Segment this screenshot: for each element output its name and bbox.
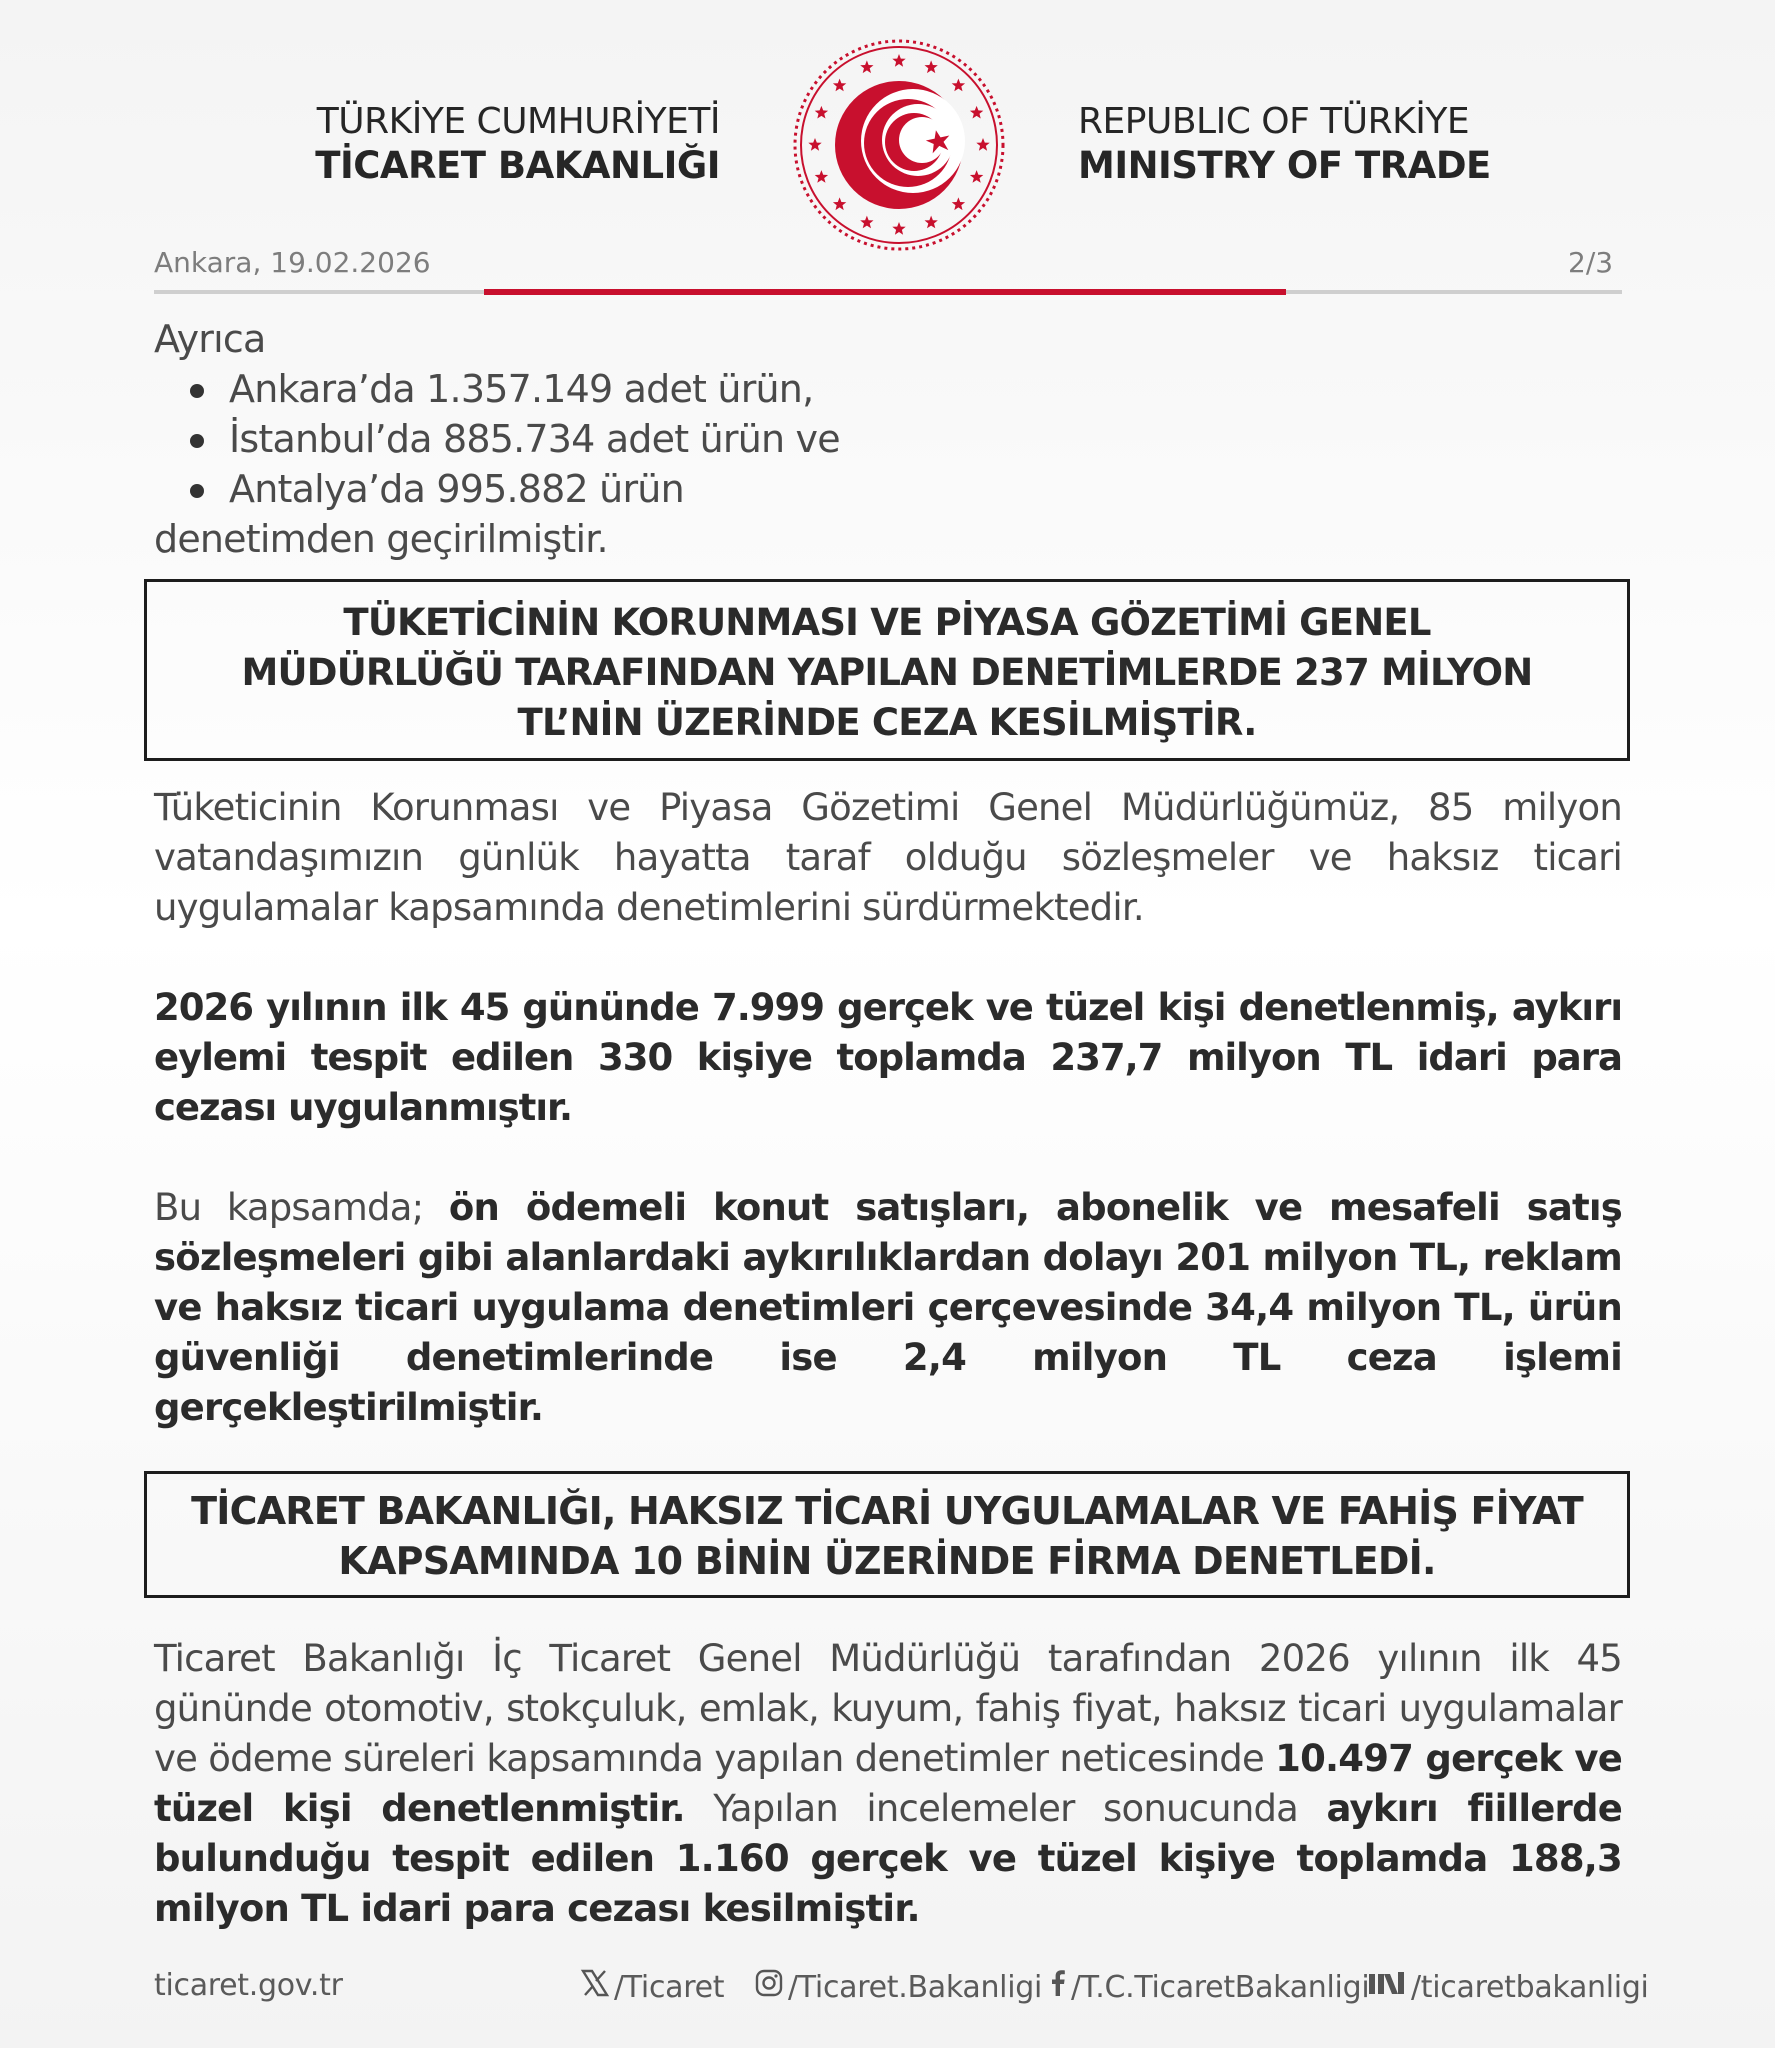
facebook-handle: /T.C.TicaretBakanligi — [1071, 1969, 1370, 2005]
emblem-star-icon — [970, 170, 983, 183]
place-date: Ankara, 19.02.2026 — [154, 246, 431, 279]
list-item: İstanbul’da 885.734 adet ürün ve — [229, 414, 840, 464]
list-item: Ankara’da 1.357.149 adet ürün, — [229, 364, 840, 414]
header-divider-accent — [484, 289, 1286, 295]
header-en-line2: MINISTRY OF TRADE — [1078, 144, 1491, 187]
section2-heading-line1: TİCARET BAKANLIĞI, HAKSIZ TİCARİ UYGULAMALAR VE FAHİŞ FİYAT — [191, 1489, 1583, 1533]
emblem-star-icon — [833, 197, 846, 210]
page-number: 2/3 — [1568, 246, 1614, 279]
intro-closing: denetimden geçirilmiştir. — [154, 517, 608, 561]
section2-heading-box — [144, 1471, 1630, 1598]
ministry-emblem-icon — [790, 36, 1008, 254]
product-count-list — [154, 364, 840, 514]
section1-paragraph3 — [154, 1183, 1622, 1433]
website-link[interactable]: ticaret.gov.tr — [154, 1968, 343, 2003]
section1-heading-line3: TL’NİN ÜZERİNDE CEZA KESİLMİŞTİR. — [517, 701, 1257, 744]
section2-paragraph — [154, 1634, 1622, 1934]
list-item: Antalya’da 995.882 ürün — [229, 464, 840, 514]
section1-paragraph3-lead: Bu kapsamda; — [154, 1186, 424, 1229]
section2-paragraph-bold1: 10.497 gerçek ve tüzel kişi denetlenmiştir. — [154, 1737, 1622, 1830]
emblem-star-icon — [970, 106, 983, 119]
instagram-icon — [754, 1968, 784, 2006]
section1-heading-line1: TÜKETİCİNİN KORUNMASI VE PİYASA GÖZETİMİ GENEL — [343, 601, 1431, 644]
section1-paragraph1: Tüketicinin Korunması ve Piyasa Gözetimi Genel Müdürlüğümüz, 85 milyon vatandaşımızın günlük hayatta taraf olduğu sözleşmeler ve haksız ticari uygulamalar kapsamında denetimlerini sürdürmektedir. — [154, 786, 1622, 929]
emblem-star-icon — [860, 216, 873, 229]
facebook-icon — [1047, 1968, 1067, 2006]
emblem-star-icon — [952, 197, 965, 210]
x-logo-icon — [580, 1968, 610, 2006]
section1-paragraph2: 2026 yılının ilk 45 gününde 7.999 gerçek ve tüzel kişi denetlenmiş, aykırı eylemi tespit edilen 330 kişiye toplamda 237,7 milyon TL idari para cezası uygulanmıştır. — [154, 986, 1622, 1129]
emblem-star-icon — [925, 216, 938, 229]
nsosyal-handle: /ticaretbakanligi — [1411, 1969, 1649, 2005]
section2-paragraph-part1: Ticaret Bakanlığı İç Ticaret Genel Müdürlüğü tarafından 2026 yılının ilk 45 gününde otomotiv, stokçuluk, emlak, kuyum, fahiş fiyat, haksız ticari uygulamalar ve ödeme süreleri kapsamında yapılan denetimler neticesinde — [154, 1637, 1622, 1780]
emblem-star-icon — [892, 54, 905, 67]
header-en-line1: REPUBLIC OF TÜRKİYE — [1078, 101, 1470, 142]
x-handle: /Ticaret — [614, 1969, 725, 2005]
nsosyal-icon — [1367, 1968, 1407, 2006]
footer — [0, 1968, 1775, 2018]
instagram-handle: /Ticaret.Bakanligi — [788, 1969, 1043, 2005]
intro-block — [154, 314, 840, 564]
header-en — [1078, 100, 1638, 188]
emblem-star-icon — [833, 79, 846, 92]
emblem-star-icon — [892, 222, 905, 235]
header-tr — [220, 100, 720, 188]
header-tr-line1: TÜRKİYE CUMHURİYETİ — [316, 101, 720, 142]
intro-lead: Ayrıca — [154, 317, 266, 361]
section2-paragraph-part2: Yapılan incelemeler sonucunda — [713, 1787, 1299, 1830]
emblem-star-icon — [860, 60, 873, 73]
emblem-star-icon — [976, 138, 989, 151]
footer-facebook-link[interactable] — [1047, 1968, 1369, 2006]
section1-paragraph3-bold: ön ödemeli konut satışları, abonelik ve mesafeli satış sözleşmeleri gibi alanlardaki aykırılıklardan dolayı 201 milyon TL, reklam ve haksız ticari uygulama denetimleri çerçevesinde 34,4 milyon TL, ürün güvenliği denetimlerinde ise 2,4 milyon TL ceza işlemi gerçekleştirilmiştir. — [154, 1186, 1622, 1429]
section2-paragraph-bold2: aykırı fiillerde bulunduğu tespit edilen 1.160 gerçek ve tüzel kişiye toplamda 188,3 milyon TL idari para cezası kesilmiştir. — [154, 1787, 1622, 1930]
emblem-star-icon — [925, 60, 938, 73]
emblem-star-icon — [952, 79, 965, 92]
section1-heading-box — [144, 579, 1630, 761]
emblem-star-icon — [815, 170, 828, 183]
emblem-star-icon — [808, 138, 821, 151]
footer-nsosyal-link[interactable] — [1367, 1968, 1649, 2006]
footer-x-link[interactable] — [580, 1968, 724, 2006]
header-tr-line2: TİCARET BAKANLIĞI — [315, 144, 720, 187]
section2-heading-line2: KAPSAMINDA 10 BİNİN ÜZERİNDE FİRMA DENETLEDİ. — [338, 1539, 1436, 1583]
section1-heading-line2: MÜDÜRLÜĞÜ TARAFINDAN YAPILAN DENETİMLERDE 237 MİLYON — [241, 651, 1533, 694]
emblem-star-icon — [815, 106, 828, 119]
footer-instagram-link[interactable] — [754, 1968, 1042, 2006]
